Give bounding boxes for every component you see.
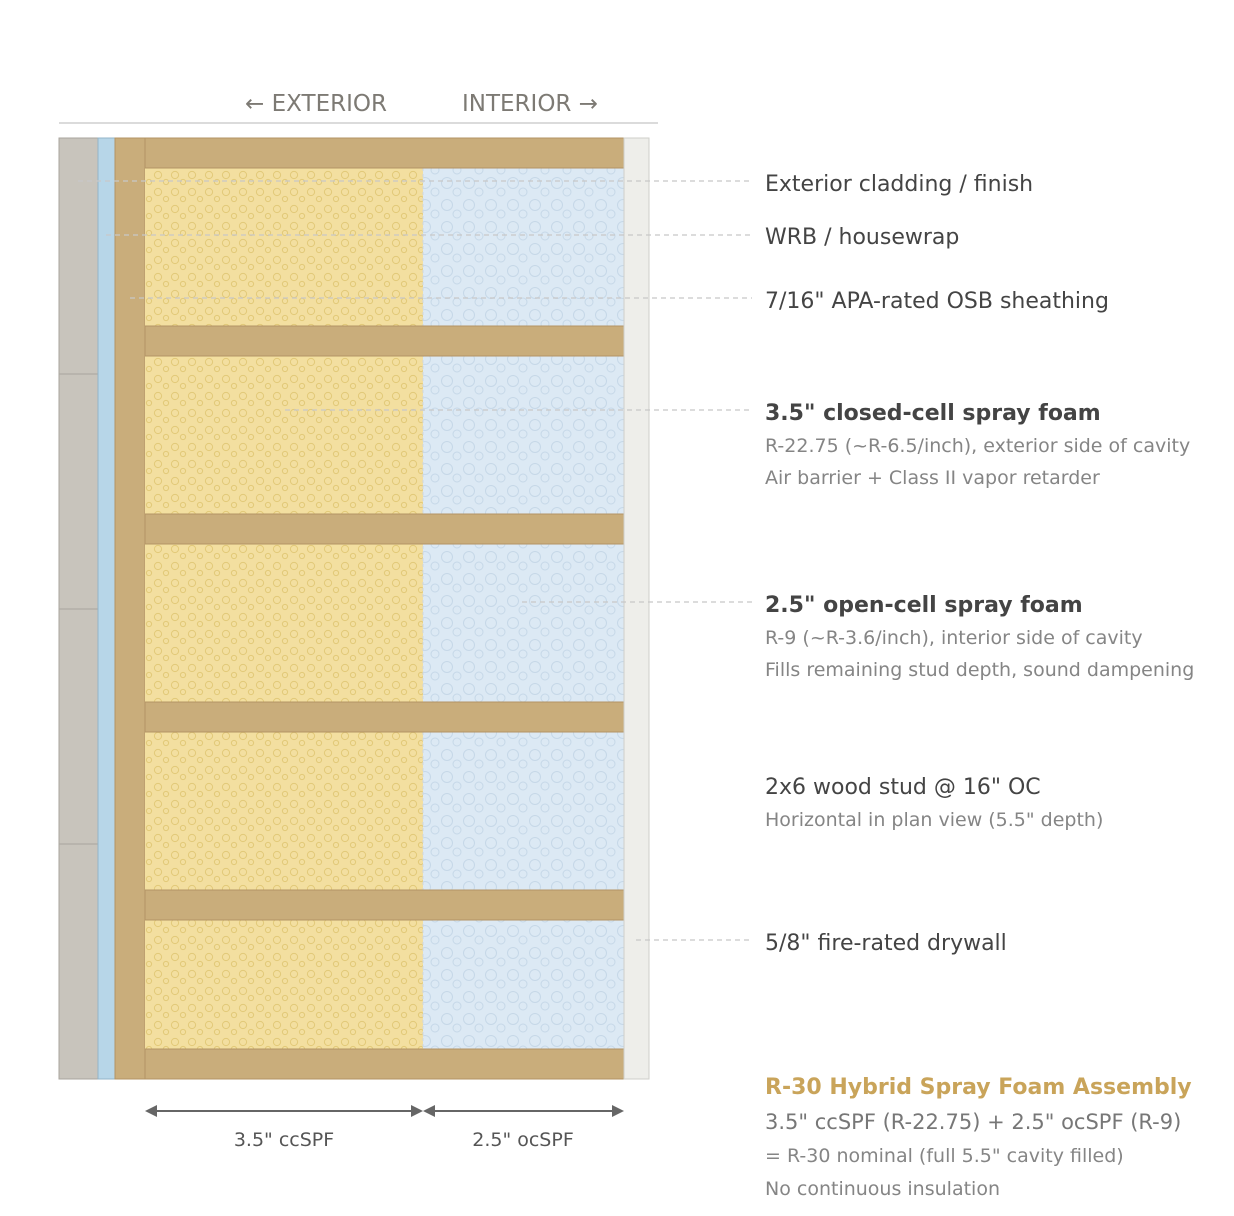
wall-section [59, 138, 649, 1079]
callout-open-cell-title: 2.5" open-cell spray foam [765, 593, 1083, 618]
arrowhead-icon [145, 1105, 157, 1117]
callout-stud-title: 2x6 wood stud @ 16" OC [765, 775, 1041, 800]
stud [145, 138, 624, 168]
callout-drywall: 5/8" fire-rated drywall [765, 931, 1007, 956]
stud [145, 702, 624, 732]
callout-closed-cell-line2: Air barrier + Class II vapor retarder [765, 467, 1100, 489]
summary-title: R-30 Hybrid Spray Foam Assembly [765, 1075, 1192, 1100]
callout-closed-cell-title: 3.5" closed-cell spray foam [765, 401, 1101, 426]
callout-osb: 7/16" APA-rated OSB sheathing [765, 289, 1109, 314]
arrowhead-icon [612, 1105, 624, 1117]
summary-line3: No continuous insulation [765, 1178, 1000, 1200]
callout-stud-line1: Horizontal in plan view (5.5" depth) [765, 809, 1104, 831]
callout-closed-cell-line1: R-22.75 (~R-6.5/inch), exterior side of cavity [765, 435, 1191, 457]
stud [145, 326, 624, 356]
wrb-layer [98, 138, 115, 1079]
arrowhead-icon [423, 1105, 435, 1117]
closed-cell-foam-layer [145, 138, 423, 1079]
stud [145, 1049, 624, 1079]
interior-label: INTERIOR → [461, 91, 599, 117]
summary-line2: = R-30 nominal (full 5.5" cavity filled) [765, 1145, 1124, 1167]
open-cell-foam-layer [423, 138, 624, 1079]
callout-cladding: Exterior cladding / finish [765, 172, 1034, 197]
callout-open-cell-line1: R-9 (~R-3.6/inch), interior side of cavity [765, 627, 1143, 649]
dimension-label-closed-cell: 3.5" ccSPF [233, 1129, 335, 1151]
osb-layer [115, 138, 145, 1079]
arrowhead-icon [411, 1105, 423, 1117]
exterior-label: ← EXTERIOR [245, 91, 387, 117]
stud [145, 890, 624, 920]
summary-line1: 3.5" ccSPF (R-22.75) + 2.5" ocSPF (R-9) [765, 1110, 1182, 1134]
callout-open-cell-line2: Fills remaining stud depth, sound dampening [765, 659, 1195, 681]
callout-wrb: WRB / housewrap [765, 225, 960, 250]
dimension-label-open-cell: 2.5" ocSPF [472, 1129, 574, 1151]
drywall-layer [624, 138, 649, 1079]
stud [145, 514, 624, 544]
